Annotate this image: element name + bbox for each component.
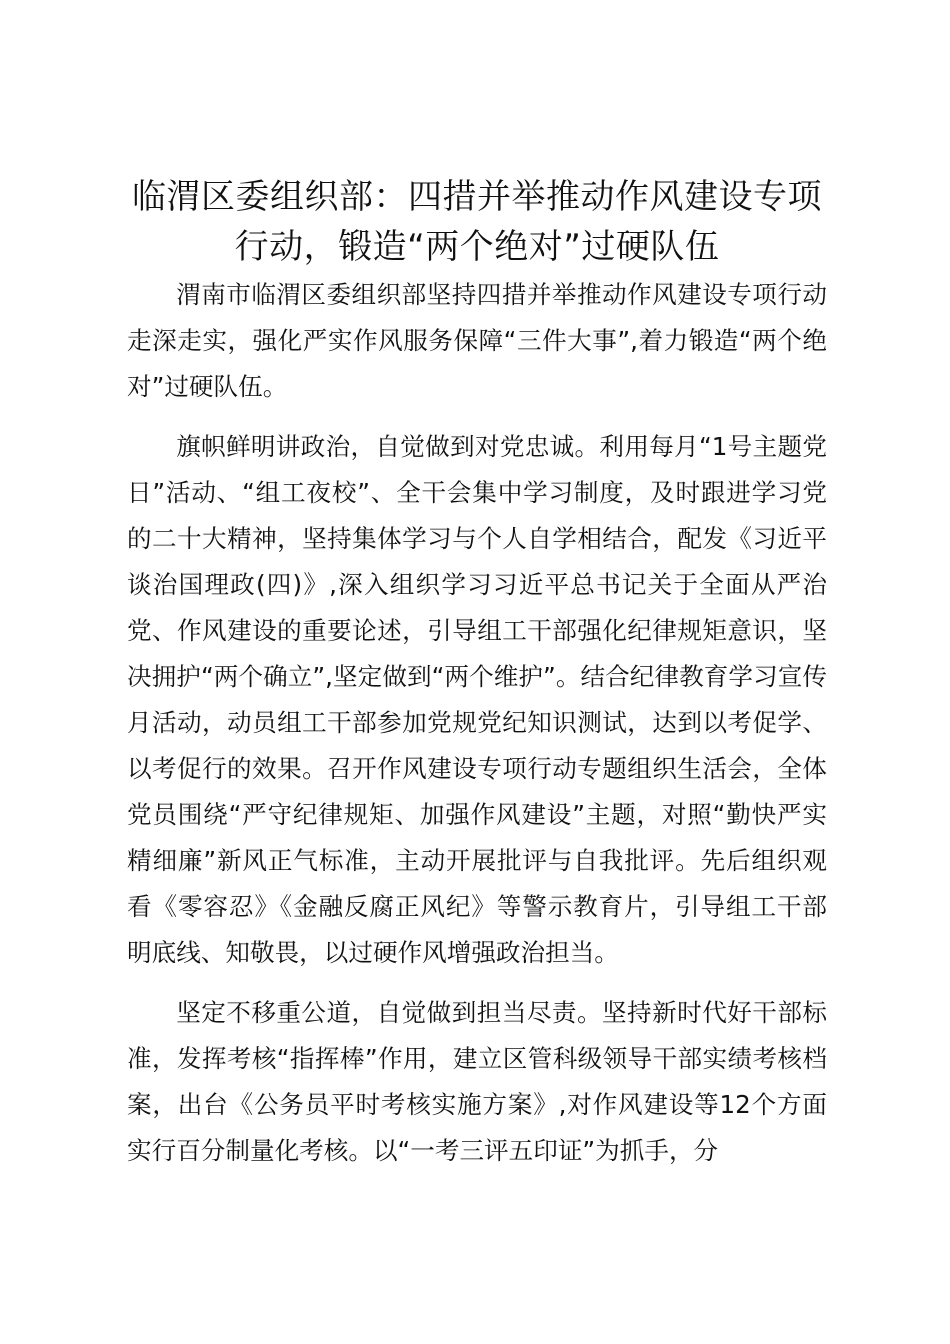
document-title: 临渭区委组织部：四措并举推动作风建设专项行动，锻造“两个绝对”过硬队伍 xyxy=(132,177,822,267)
document-page xyxy=(127,172,827,1174)
paragraph-politics: 旗帜鲜明讲政治，自觉做到对党忠诚。利用每月“1号主题党日”活动、“组工夜校”、全干会集中学习制度，及时跟进学习党的二十大精神，坚持集体学习与个人自学相结合，配发《习近平谈治国理政(四)》,深入组织学习习近平总书记关于全面从严治党、作风建设的重要论述，引导组工干部强化纪律规矩意识，坚决拥护“两个确立”,坚定做到“两个维护”。结合纪律教育学习宣传月活动，动员组工干部参加党规党纪知识测试，达到以考促学、以考促行的效果。召开作风建设专项行动专题组织生活会，全体党员围绕“严守纪律规矩、加强作风建设”主题，对照“勤快严实精细廉”新风正气标准，主动开展批评与自我批评。先后组织观看《零容忍》《金融反腐正风纪》等警示教育片，引导组工干部明底线、知敬畏，以过硬作风增强政治担当。 xyxy=(127,432,827,967)
paragraph-fairness: 坚定不移重公道，自觉做到担当尽责。坚持新时代好干部标准，发挥考核“指挥棒”作用，建立区管科级领导干部实绩考核档案，出台《公务员平时考核实施方案》,对作风建设等12个方面实行百分制量化考核。以“一考三评五印证”为抓手，分 xyxy=(127,998,827,1165)
paragraph-intro: 渭南市临渭区委组织部坚持四措并举推动作风建设专项行动走深走实，强化严实作风服务保障“三件大事”,着力锻造“两个绝对”过硬队伍。 xyxy=(127,280,827,401)
